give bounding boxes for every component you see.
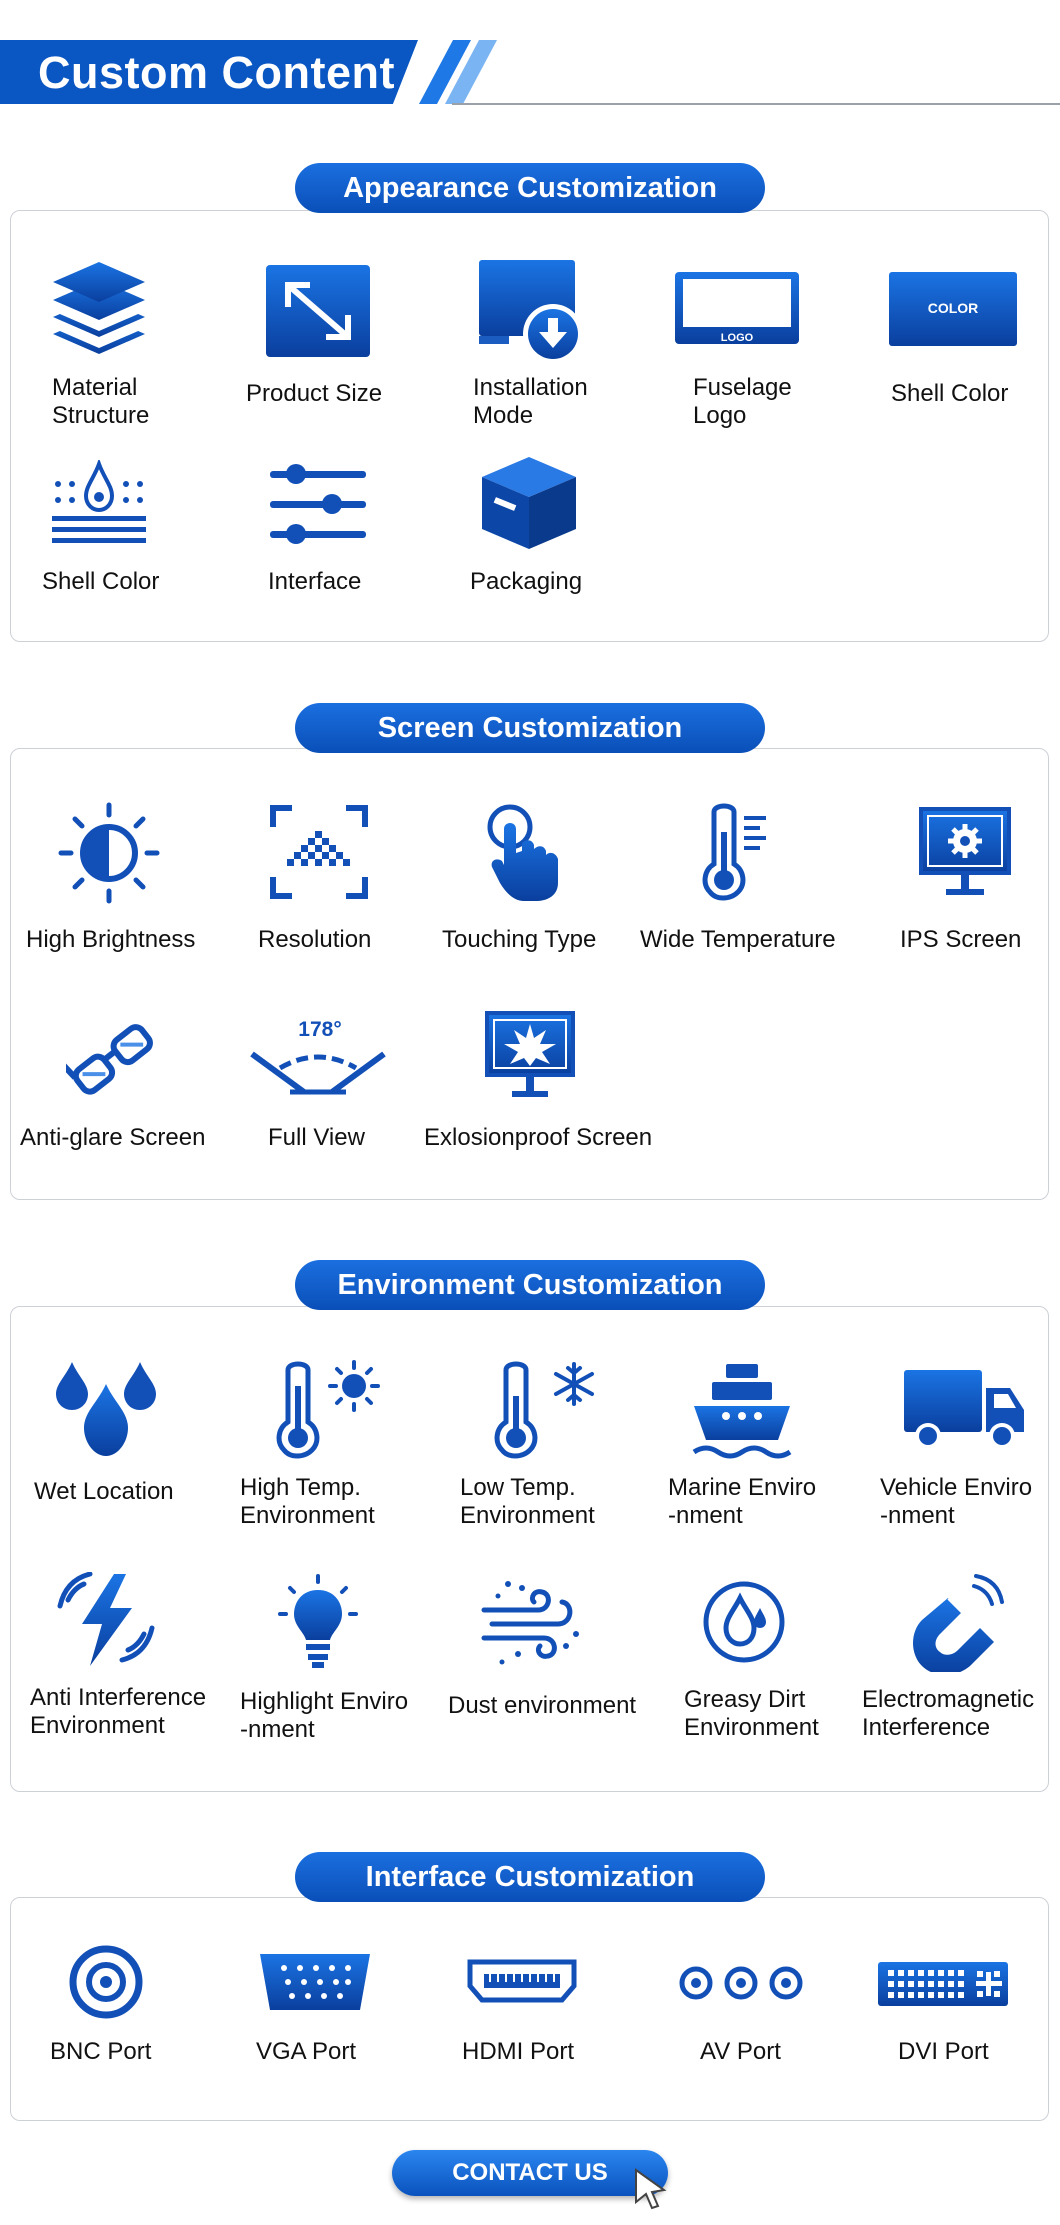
item-label: Material Structure	[52, 374, 150, 429]
oil-drop-icon	[702, 1580, 786, 1664]
item-label: Product Size	[246, 380, 383, 407]
truck-icon	[902, 1366, 1026, 1454]
header-divider	[452, 103, 1060, 105]
item-label: Dust environment	[448, 1692, 637, 1719]
item-label: Highlight Enviro -nment	[240, 1688, 409, 1743]
item-label: Marine Enviro -nment	[668, 1474, 817, 1529]
item-label: Shell Color	[891, 380, 1009, 407]
touch-hand-icon	[486, 803, 562, 903]
thermometer-sun-icon	[274, 1360, 386, 1460]
ship-icon	[690, 1360, 794, 1460]
item-label: Anti Interference Environment	[30, 1684, 207, 1739]
item-label: HDMI Port	[462, 2038, 575, 2065]
item-label: DVI Port	[898, 2038, 989, 2065]
explosion-monitor-icon	[484, 1010, 576, 1102]
item-label: Installation Mode	[473, 374, 588, 429]
interface-panel	[10, 1897, 1049, 2121]
bulb-icon	[276, 1574, 360, 1670]
item-label: BNC Port	[50, 2038, 152, 2065]
item-label: Touching Type	[442, 926, 597, 953]
droplet-layers-icon	[50, 460, 148, 546]
section-title-interface: Interface Customization	[295, 1852, 765, 1902]
angle-badge: 178°	[298, 1018, 342, 1041]
item-label: Packaging	[470, 568, 583, 595]
item-label: Exlosionproof Screen	[424, 1124, 653, 1151]
thermometer-snow-icon	[492, 1360, 600, 1460]
contact-us-button[interactable]: CONTACT US	[392, 2150, 668, 2196]
item-label: Resolution	[258, 926, 372, 953]
item-label: Shell Color	[42, 568, 160, 595]
vga-port-icon	[256, 1950, 374, 2014]
item-label: Wet Location	[34, 1478, 174, 1505]
hdmi-port-icon	[466, 1958, 578, 2004]
item-label: High Brightness	[26, 926, 196, 953]
box-icon	[480, 455, 578, 551]
item-label: Low Temp. Environment	[460, 1474, 595, 1529]
thermometer-icon	[700, 802, 776, 902]
page-title: Custom Content	[38, 47, 395, 98]
bnc-port-icon	[68, 1944, 144, 2020]
lightning-icon	[56, 1572, 156, 1668]
wind-dust-icon	[478, 1576, 584, 1668]
logo-badge: LOGO	[720, 332, 754, 344]
water-drops-icon	[52, 1358, 160, 1460]
item-label: Greasy Dirt Environment	[684, 1686, 819, 1741]
glasses-icon	[66, 1015, 156, 1099]
item-label: VGA Port	[256, 2038, 357, 2065]
brightness-icon	[58, 802, 160, 904]
item-label: IPS Screen	[900, 926, 1022, 953]
monitor-gear-icon	[918, 806, 1012, 900]
resize-icon	[266, 265, 370, 357]
item-label: Wide Temperature	[640, 926, 836, 953]
item-label: High Temp. Environment	[240, 1474, 375, 1529]
section-title-appearance: Appearance Customization	[295, 163, 765, 213]
section-title-screen: Screen Customization	[295, 703, 765, 753]
magnet-icon	[904, 1568, 1008, 1672]
item-label: Full View	[268, 1124, 365, 1151]
item-label: AV Port	[700, 2038, 781, 2065]
av-port-icon	[678, 1964, 804, 2002]
layers-icon	[48, 260, 150, 360]
resolution-icon	[270, 805, 368, 899]
color-badge: COLOR	[927, 300, 979, 316]
item-label: Anti-glare Screen	[20, 1124, 206, 1151]
item-label: Interface	[268, 568, 362, 595]
item-label: Vehicle Enviro -nment	[880, 1474, 1033, 1529]
item-label: Electromagnetic Interference	[862, 1686, 1035, 1741]
cursor-icon	[632, 2168, 668, 2210]
dvi-port-icon	[876, 1960, 1010, 2008]
monitor-download-icon	[475, 258, 585, 364]
page-header	[0, 40, 1060, 104]
section-title-environment: Environment Customization	[295, 1260, 765, 1310]
item-label: Fuselage Logo	[693, 374, 792, 429]
sliders-icon	[268, 462, 368, 548]
